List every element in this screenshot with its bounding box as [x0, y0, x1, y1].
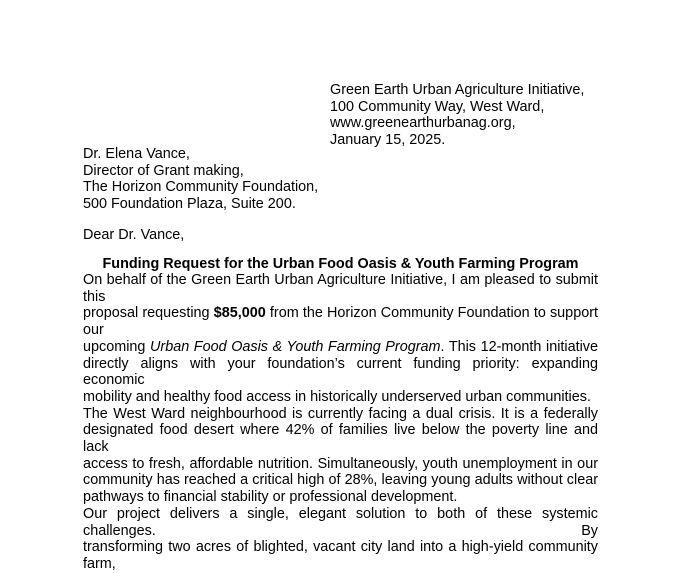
body-text: from the Horizon Community Foundation to support our	[83, 305, 598, 339]
subject-line: Funding Request for the Urban Food Oasis & Youth Farming Program	[102, 256, 579, 272]
body-line: The West Ward neighbourhood is currently facing a dual crisis. It is a federally	[83, 405, 598, 422]
sender-street: 100 Community Way, West Ward,	[330, 98, 545, 115]
sender-website: www.greenearthurbanag.org,	[330, 115, 516, 132]
recipient-title: Director of Grant making,	[83, 162, 244, 179]
body-line: community has reached a critical high of 28%, leaving young adults without clear	[83, 472, 598, 489]
recipient-name: Dr. Elena Vance,	[83, 146, 190, 162]
body-line: designated food desert where 42% of families live below the poverty line and lack	[83, 422, 598, 456]
paragraph-problem	[83, 406, 598, 506]
recipient-street: 500 Foundation Plaza, Suite 200.	[83, 196, 296, 213]
body-line: transforming two acres of blighted, vacant city land into a high-yield community farm,	[83, 539, 598, 572]
body-text: upcoming	[83, 338, 146, 355]
paragraph-solution	[83, 506, 598, 573]
body-line	[83, 305, 598, 338]
letter-body	[83, 272, 598, 573]
body-line: mobility and healthy food access in historically underserved urban communities.	[83, 388, 591, 405]
salutation: Dear Dr. Vance,	[83, 227, 185, 243]
requested-amount: $85,000	[213, 305, 266, 322]
body-line: access to fresh, affordable nutrition. Simultaneously, youth unemployment in our	[83, 455, 598, 472]
body-line: pathways to financial stability or professional development.	[83, 489, 458, 506]
sender-organization: Green Earth Urban Agriculture Initiative,	[330, 82, 585, 98]
recipient-address-block	[83, 146, 318, 213]
letter-date: January 15, 2025.	[330, 132, 446, 149]
body-line: Our project delivers a single, elegant solution to both of these systemic challenges. By	[83, 505, 598, 539]
sender-address-block	[330, 82, 584, 149]
paragraph-introduction	[83, 272, 598, 406]
recipient-organization: The Horizon Community Foundation,	[83, 179, 319, 196]
program-name: Urban Food Oasis & Youth Farming Program	[150, 338, 441, 355]
body-line: directly aligns with your foundation’s current funding priority: expanding economic	[83, 355, 598, 389]
body-line	[83, 339, 598, 356]
body-line: On behalf of the Green Earth Urban Agriculture Initiative, I am pleased to submit this	[83, 272, 598, 305]
body-text: proposal requesting	[83, 305, 210, 322]
body-text: . This 12-month initiative	[440, 338, 598, 355]
